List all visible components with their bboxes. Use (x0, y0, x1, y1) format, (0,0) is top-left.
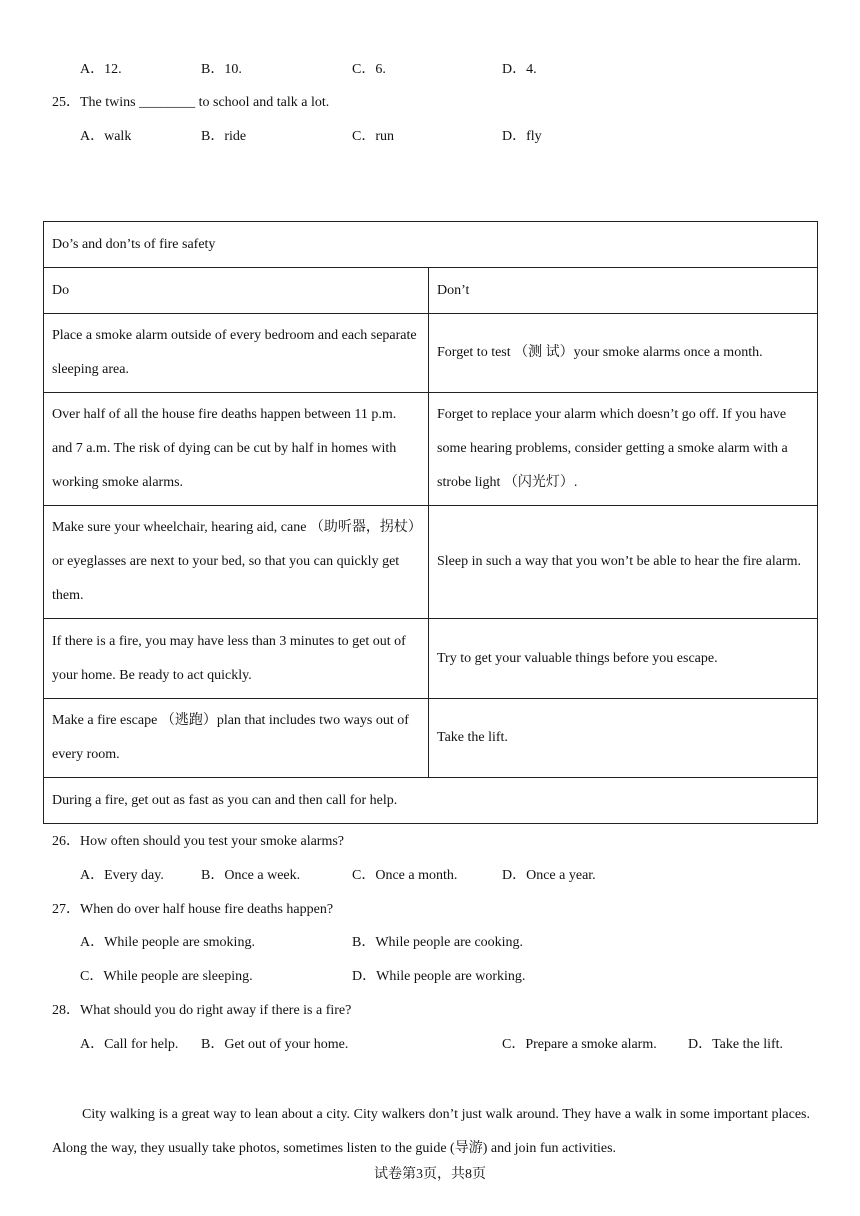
do-cell: Place a smoke alarm outside of every bedroom and each separate sleeping area. (44, 314, 429, 393)
table-row (44, 699, 818, 778)
table-title-row (44, 222, 818, 268)
table-footer-row (44, 778, 818, 824)
q26-option-c: C．Once a month. (352, 868, 458, 883)
table-row (44, 506, 818, 619)
dont-cell: Sleep in such a way that you won’t be able to hear the fire alarm. (429, 506, 818, 619)
q28-option-d: D．Take the lift. (688, 1037, 784, 1052)
dont-cell: Try to get your valuable things before you escape. (429, 619, 818, 699)
column-dont-header: Don’t (429, 268, 818, 314)
reading-passage: City walking is a great way to lean about a city. City walkers don’t just walk around. They have a walk in some important places. Along the way, they usually take photos, sometimes listen to the guide (导游) and join fun activities. (52, 1107, 810, 1156)
dont-cell: Forget to replace your alarm which doesn’t go off. If you have some hearing problems, consider getting a smoke alarm with a strobe light （闪光灯）. (429, 393, 818, 506)
q28-text: 28．What should you do right away if there is a fire? (52, 1003, 352, 1018)
do-cell: Over half of all the house fire deaths happen between 11 p.m. and 7 a.m. The risk of dying can be cut by half in homes with working smoke alarms. (44, 393, 429, 506)
q27-option-d: D．While people are working. (352, 969, 526, 984)
q26-option-d: D．Once a year. (502, 868, 596, 883)
table-header-row (44, 268, 818, 314)
do-cell: Make a fire escape （逃跑）plan that includes two ways out of every room. (44, 699, 429, 778)
q25-text: 25．The twins ________ to school and talk a lot. (52, 95, 330, 110)
q26-text: 26．How often should you test your smoke alarms? (52, 834, 345, 849)
do-cell: If there is a fire, you may have less than 3 minutes to get out of your home. Be ready to act quickly. (44, 619, 429, 699)
page-footer: 试卷第3页，共8页 (374, 1167, 486, 1182)
do-cell: Make sure your wheelchair, hearing aid, cane （助听器，拐杖）or eyeglasses are next to your bed, so that you can quickly get them. (44, 506, 429, 619)
dont-cell: Forget to test （测 试）your smoke alarms once a month. (429, 314, 818, 393)
q24-option-b: B．10. (201, 62, 242, 77)
table-title: Do’s and don’ts of fire safety (44, 222, 818, 268)
q24-option-c: C．6. (352, 62, 386, 77)
table-footer: During a fire, get out as fast as you can and then call for help. (44, 778, 818, 824)
table-row (44, 619, 818, 699)
fire-safety-table (43, 221, 818, 824)
q28-option-b: B．Get out of your home. (201, 1037, 349, 1052)
q24-option-a: A．12. (80, 62, 122, 77)
table-row (44, 314, 818, 393)
q26-option-b: B．Once a week. (201, 868, 301, 883)
q25-option-d: D．fly (502, 129, 542, 144)
q25-option-b: B．ride (201, 129, 247, 144)
q24-option-d: D．4. (502, 62, 537, 77)
q25-option-a: A．walk (80, 129, 132, 144)
q25-option-c: C．run (352, 129, 394, 144)
q27-option-a: A．While people are smoking. (80, 935, 255, 950)
q28-option-a: A．Call for help. (80, 1037, 179, 1052)
table-row (44, 393, 818, 506)
column-do-header: Do (44, 268, 429, 314)
q28-option-c: C．Prepare a smoke alarm. (502, 1037, 657, 1052)
dont-cell: Take the lift. (429, 699, 818, 778)
q27-option-c: C．While people are sleeping. (80, 969, 253, 984)
q27-text: 27．When do over half house fire deaths happen? (52, 902, 334, 917)
q26-option-a: A．Every day. (80, 868, 164, 883)
q27-option-b: B．While people are cooking. (352, 935, 524, 950)
